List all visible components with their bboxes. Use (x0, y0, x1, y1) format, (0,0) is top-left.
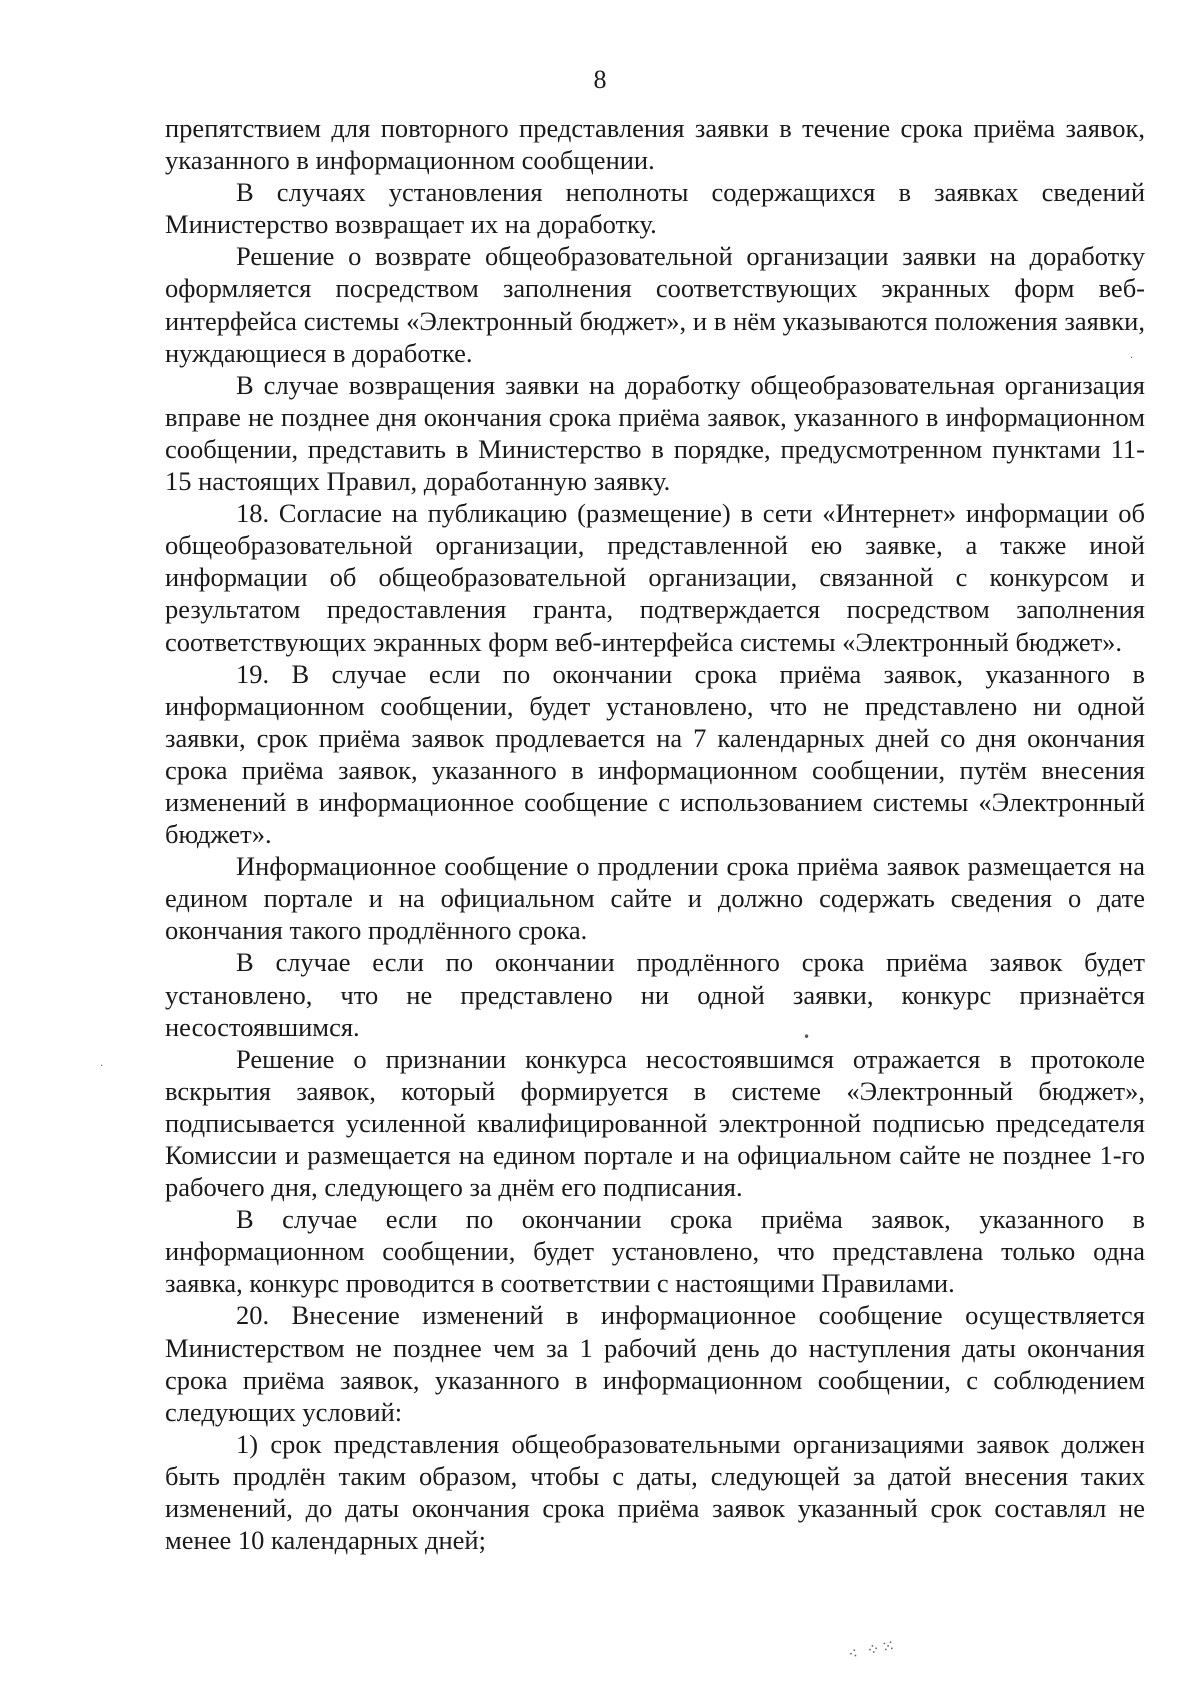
paragraph: В случае если по окончании срока приёма заявок, указанного в информационном сообщении, будет установлено, что представлена только одна заявка, конкурс проводится в соответствии с настоящими Правилами. (165, 1204, 1145, 1299)
paragraph: В случаях установления неполноты содержащихся в заявках сведений Министерство возвращает их на доработку. (165, 177, 1145, 240)
paragraph: 20. Внесение изменений в информационное сообщение осуществляется Министерством не позднее чем за 1 рабочий день до наступления даты окончания срока приёма заявок, указанного в информационном сообщении, с соблюдением следующих условий: (165, 1300, 1145, 1427)
paragraph: 19. В случае если по окончании срока приёма заявок, указанного в информационном сообщении, будет установлено, что не представлено ни одной заявки, срок приёма заявок продлевается на 7 календарных дней со дня окончания срока приёма заявок, указанного в информационном сообщении, путём внесения изменений в информационное сообщение с использованием системы «Электронный бюджет». (165, 658, 1145, 850)
paragraph: Решение о признании конкурса несостоявшимся отражается в протоколе вскрытия заявок, который формируется в системе «Электронный бюджет», подписывается усиленной квалифицированной электронной подписью председателя Комиссии и размещается на едином портале и на официальном сайте не позднее 1-го рабочего дня, следующего за днём его подписания. (165, 1043, 1145, 1203)
scan-artifact-dot: . (100, 1058, 104, 1069)
scan-artifact-dot: . (1130, 350, 1134, 361)
paragraph: Информационное сообщение о продлении срока приёма заявок размещается на едином портале и на официальном сайте и должно содержать сведения о дате окончания такого продлённого срока. (165, 851, 1145, 946)
scan-artifact-dot: • (803, 1030, 811, 1044)
page-number: 8 (593, 65, 607, 94)
paragraph: 1) срок представления общеобразовательными организациями заявок должен быть продлён таким образом, чтобы с даты, следующей за датой внесения таких изменений, до даты окончания срока приёма заявок указанный срок составлял не менее 10 календарных дней; (165, 1428, 1145, 1556)
paragraph: препятствием для повторного представления заявки в течение срока приёма заявок, указанного в информационном сообщении. (165, 113, 1145, 176)
paragraph: В случае если по окончании продлённого срока приёма заявок будет установлено, что не представлено ни одной заявки, конкурс признаётся несостоявшимся. (165, 947, 1145, 1042)
paragraph: В случае возвращения заявки на доработку общеобразовательная организация вправе не позднее дня окончания срока приёма заявок, указанного в информационном сообщении, представить в Министерство в порядке, предусмотренном пунктами 11-15 настоящих Правил, доработанную заявку. (165, 369, 1145, 497)
scan-artifact-scribble: ⁖ ⁘⁙ (846, 1635, 899, 1664)
document-body (165, 112, 1145, 1556)
paragraph: Решение о возврате общеобразовательной организации заявки на доработку оформляется посредством заполнения соответствующих экранных форм веб-интерфейса системы «Электронный бюджет», и в нём указываются положения заявки, нуждающиеся в доработке. (165, 241, 1145, 368)
paragraph: 18. Согласие на публикацию (размещение) в сети «Интернет» информации об общеобразовательной организации, представленной ею заявке, а также иной информации об общеобразовательной организации, связанной с конкурсом и результатом предоставления гранта, подтверждается посредством заполнения соответствующих экранных форм веб-интерфейса системы «Электронный бюджет». (165, 498, 1145, 657)
